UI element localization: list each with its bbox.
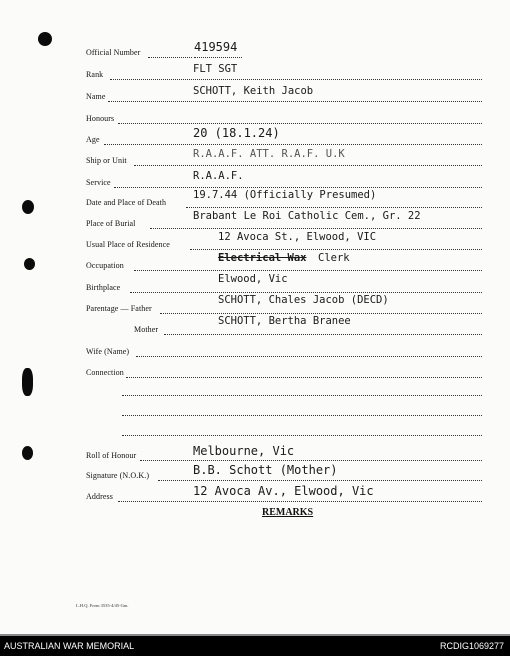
footer-bar [0, 634, 510, 656]
roll-value: Melbourne, Vic [193, 444, 295, 458]
punch-hole-upper [22, 200, 34, 214]
burial-value: Brabant Le Roi Catholic Cem., Gr. 22 [193, 210, 421, 222]
connection-line-4 [122, 435, 482, 436]
service-value: R.A.A.F. [193, 170, 244, 182]
name-label: Name [86, 92, 106, 101]
remarks-heading: REMARKS [262, 507, 314, 518]
connection-label: Connection [86, 368, 124, 377]
mother-value: SCHOTT, Bertha Branee [218, 315, 351, 327]
punch-hole-lower [22, 368, 33, 396]
honours-label: Honours [86, 114, 115, 123]
age-value: 20 (18.1.24) [193, 126, 280, 140]
name-value: SCHOTT, Keith Jacob [193, 85, 314, 97]
residence-value: 12 Avoca St., Elwood, VIC [218, 231, 377, 243]
residence-label: Usual Place of Residence [86, 240, 170, 249]
punch-hole-top [38, 32, 52, 46]
roll-label: Roll of Honour [86, 451, 137, 460]
official-number-value: 419594 [194, 40, 238, 54]
father-value: SCHOTT, Chales Jacob (DECD) [218, 294, 389, 306]
ship-value: R.A.A.F. ATT. R.A.F. U.K [193, 148, 345, 160]
signature-label: Signature (N.O.K.) [86, 471, 150, 480]
rank-label: Rank [86, 70, 104, 79]
death-label: Date and Place of Death [86, 198, 167, 207]
mother-label: Mother [134, 325, 159, 334]
wife-label: Wife (Name) [86, 347, 130, 356]
connection-line-3 [122, 415, 482, 416]
father-label: Parentage — Father [86, 304, 152, 313]
age-label: Age [86, 135, 100, 144]
connection-line-2 [122, 395, 482, 396]
form-reference: L.H.Q. Form 3535-4/45-Gm. [76, 603, 129, 608]
address-value: 12 Avoca Av., Elwood, Vic [193, 484, 374, 498]
rank-value: FLT SGT [193, 63, 238, 75]
birthplace-value: Elwood, Vic [218, 273, 288, 285]
punch-hole-middle [24, 258, 35, 270]
official-number-label: Official Number [86, 48, 141, 57]
occupation-label: Occupation [86, 261, 124, 270]
death-value: 19.7.44 (Officially Presumed) [193, 189, 377, 201]
occupation-value: Clerk [318, 252, 350, 264]
ship-label: Ship or Unit [86, 156, 127, 165]
punch-hole-bottom [22, 446, 33, 460]
footer-institution: AUSTRALIAN WAR MEMORIAL [4, 641, 135, 651]
birthplace-label: Birthplace [86, 283, 121, 292]
burial-label: Place of Burial [86, 219, 136, 228]
occupation-struck-value: Electrical Wax [218, 252, 307, 264]
footer-record-id: RCDIG1069277 [439, 641, 504, 651]
signature-value: B.B. Schott (Mother) [193, 463, 338, 477]
service-label: Service [86, 178, 111, 187]
address-label: Address [86, 492, 113, 501]
